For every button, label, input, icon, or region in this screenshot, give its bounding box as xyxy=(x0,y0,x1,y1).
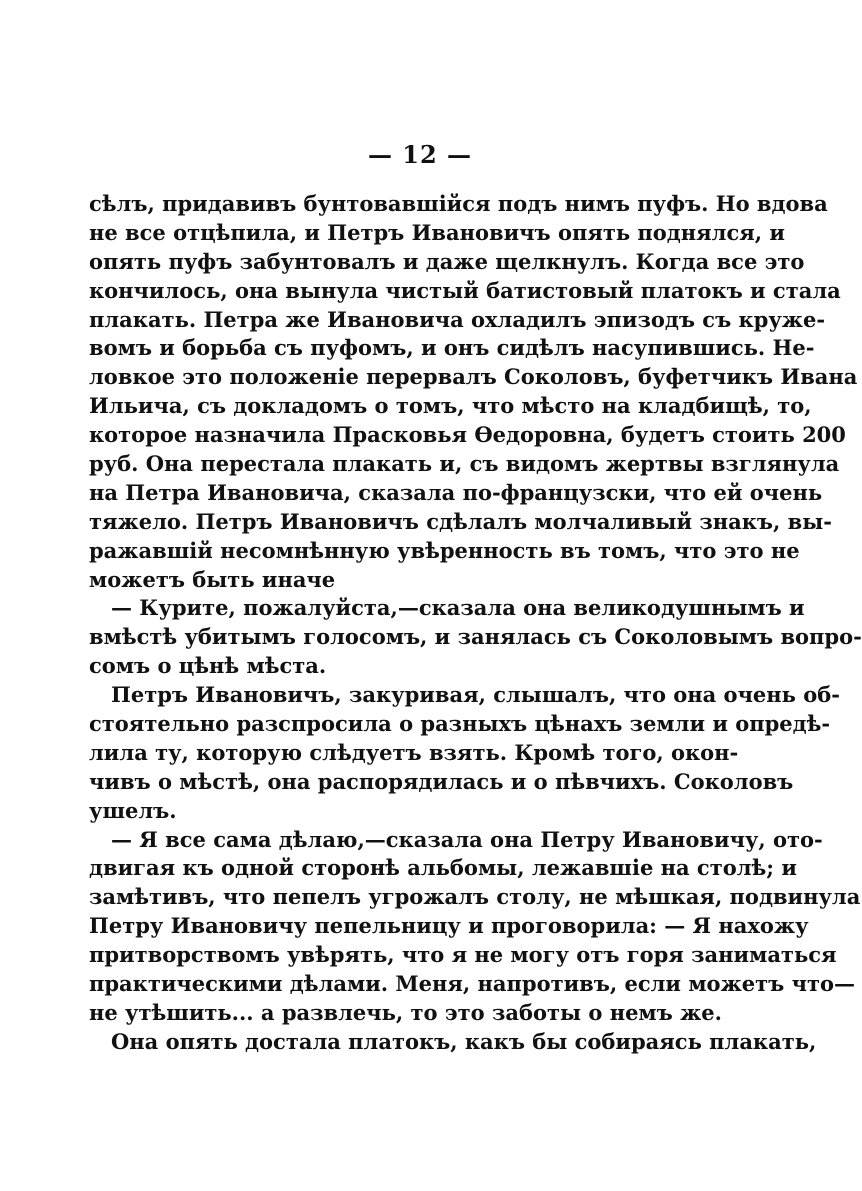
text-line: которое назначила Прасковья Ѳедоровна, будетъ стоить 200 xyxy=(89,422,846,448)
text-line: практическими дѣлами. Меня, напротивъ, если можетъ что— xyxy=(89,971,855,997)
page-number: — 12 — xyxy=(367,140,473,169)
text-line: тяжело. Петръ Ивановичъ сдѣлалъ молчаливый знакъ, вы- xyxy=(89,508,832,534)
text-line: кончилось, она вынула чистый батистовый платокъ и стала xyxy=(89,277,841,303)
text-line: не все отцѣпила, и Петръ Ивановичъ опять поднялся, и xyxy=(89,219,785,245)
text-line: двигая къ одной сторонѣ альбомы, лежавшіе на столѣ; и xyxy=(89,855,797,881)
text-line: на Петра Ивановича, сказала по-французски, что ей очень xyxy=(89,479,823,505)
text-line: Петру Ивановичу пепельницу и проговорила: — Я нахожу xyxy=(89,913,809,939)
text-line: не утѣшить... а развлечь, то это заботы о немъ же. xyxy=(89,999,722,1025)
text-line: руб. Она перестала плакать и, съ видомъ жертвы взглянула xyxy=(89,451,840,477)
text-line: сѣлъ, придавивъ бунтовавшійся подъ нимъ пуфъ. Но вдова xyxy=(89,191,828,216)
text-line: Она опять достала платокъ, какъ бы собираясь плакать, xyxy=(111,1028,817,1054)
text-line: опять пуфъ забунтовалъ и даже щелкнулъ. Когда все это xyxy=(89,248,805,274)
text-line: Петръ Ивановичъ, закуривая, слышалъ, что она очень об- xyxy=(111,682,840,708)
text-line: вомъ и борьба съ пуфомъ, и онъ сидѣлъ насупившись. Не- xyxy=(89,335,815,361)
body-text xyxy=(89,190,862,1057)
text-line: лила ту, которую слѣдуетъ взять. Кромѣ того, окон- xyxy=(89,739,739,765)
text-line: вмѣстѣ убитымъ голосомъ, и занялась съ Соколовымъ вопро- xyxy=(89,624,862,650)
text-line: чивъ о мѣстѣ, она распорядилась и о пѣвчихъ. Соколовъ xyxy=(89,768,794,794)
text-line: стоятельно разспросила о разныхъ цѣнахъ земли и опредѣ- xyxy=(89,711,831,737)
text-line: сомъ о цѣнѣ мѣста. xyxy=(89,653,327,679)
text-line: ушелъ. xyxy=(89,797,177,823)
text-line: замѣтивъ, что пепелъ угрожалъ столу, не мѣшкая, подвинула xyxy=(89,884,861,910)
text-line: можетъ быть иначе xyxy=(89,566,336,592)
text-line: плакать. Петра же Ивановича охладилъ эпизодъ съ круже- xyxy=(89,306,826,332)
text-line: ражавшій несомнѣнную увѣренность въ томъ, что это не xyxy=(89,537,800,563)
text-line: — Курите, пожалуйста,—сказала она великодушнымъ и xyxy=(111,595,805,621)
text-line: Ильича, съ докладомъ о томъ, что мѣсто на кладбищѣ, то, xyxy=(89,393,812,419)
text-line: притворствомъ увѣрять, что я не могу отъ горя заниматься xyxy=(89,942,837,968)
text-line: ловкое это положеніе перервалъ Соколовъ, буфетчикъ Ивана xyxy=(89,364,858,390)
text-line: — Я все сама дѣлаю,—сказала она Петру Ивановичу, ото- xyxy=(111,826,823,852)
